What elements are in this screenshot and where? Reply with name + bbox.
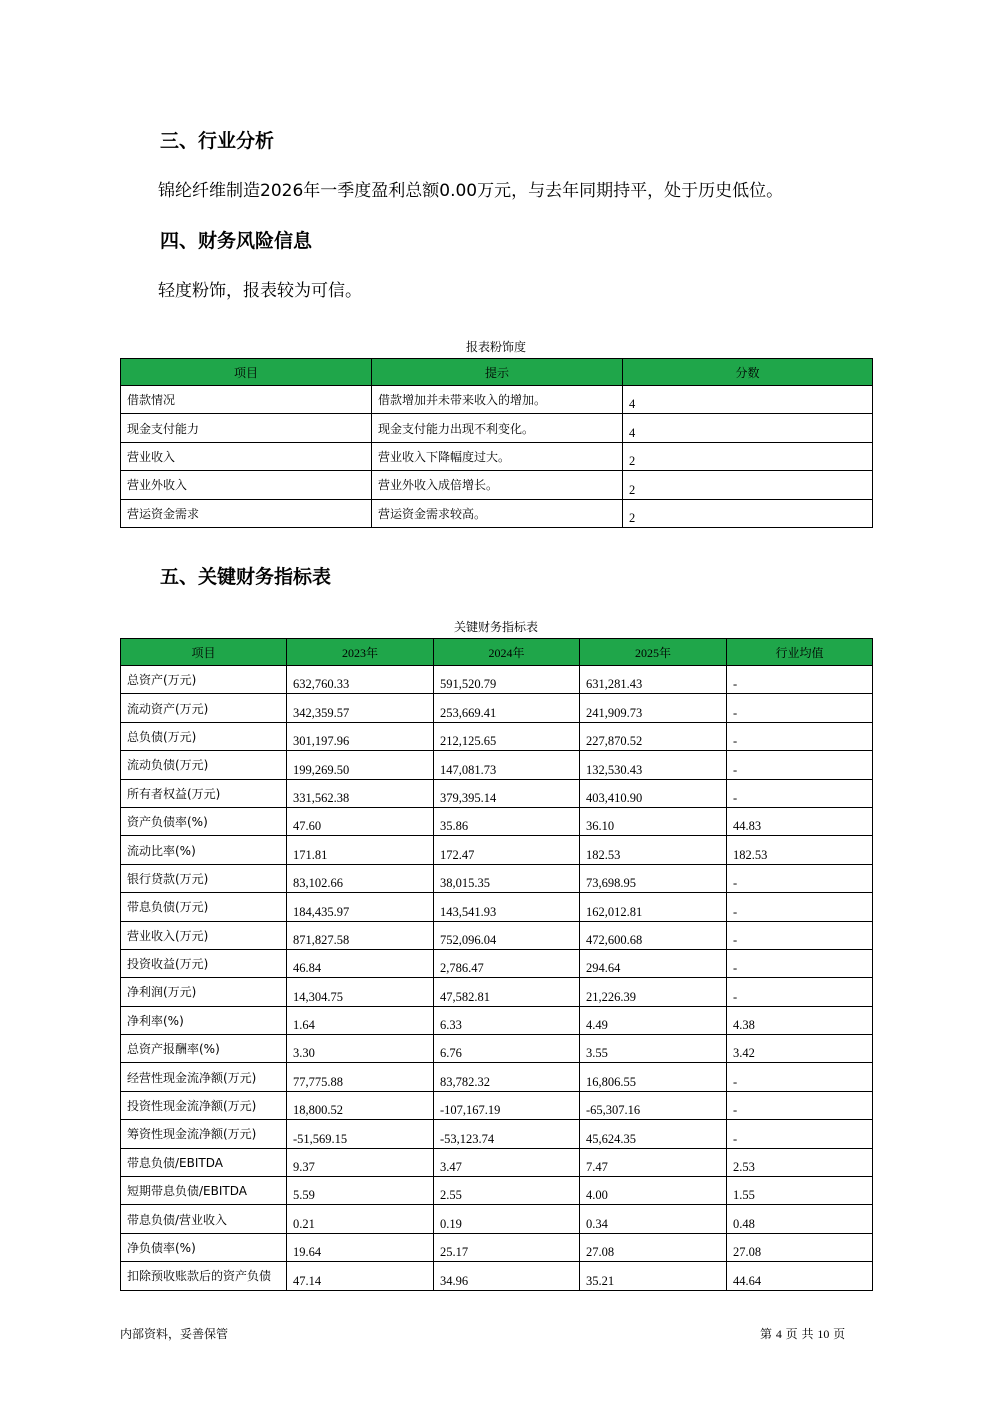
- table-row: [121, 751, 873, 779]
- table-cell: 36.10: [580, 807, 727, 835]
- table-header-row: [121, 639, 873, 666]
- table-row: [121, 893, 873, 921]
- table-cell: -: [727, 864, 873, 892]
- page-suffix: 页: [833, 1327, 846, 1341]
- table-cell: -: [727, 978, 873, 1006]
- table-row: [121, 1148, 873, 1176]
- table-row: [121, 949, 873, 977]
- table-row: [121, 386, 873, 414]
- table-cell: 投资性现金流净额(万元): [121, 1091, 287, 1119]
- table-cell: 143,541.93: [434, 893, 580, 921]
- table-cell: 47,582.81: [434, 978, 580, 1006]
- section-5-title: 五、关键财务指标表: [160, 566, 332, 588]
- table-cell: 营业外收入成倍增长。: [372, 471, 623, 499]
- column-header: 提示: [372, 359, 623, 386]
- table-cell: 流动资产(万元): [121, 694, 287, 722]
- table-cell: 资产负债率(%): [121, 807, 287, 835]
- table-cell: 147,081.73: [434, 751, 580, 779]
- table-cell: 短期带息负债/EBITDA: [121, 1177, 287, 1205]
- table-cell: 35.86: [434, 807, 580, 835]
- key-financial-table: [120, 638, 873, 1291]
- table-cell: 44.64: [727, 1262, 873, 1290]
- table-cell: 403,410.90: [580, 779, 727, 807]
- table-cell: -: [727, 893, 873, 921]
- table-cell: 5.59: [287, 1177, 434, 1205]
- table-cell: 77,775.88: [287, 1063, 434, 1091]
- table-cell: -53,123.74: [434, 1120, 580, 1148]
- table-cell: 2,786.47: [434, 949, 580, 977]
- table-cell: 3.55: [580, 1035, 727, 1063]
- table-cell: 银行贷款(万元): [121, 864, 287, 892]
- table-cell: 253,669.41: [434, 694, 580, 722]
- table-row: [121, 471, 873, 499]
- table-cell: 3.30: [287, 1035, 434, 1063]
- table-row: [121, 722, 873, 750]
- table-row: [121, 1063, 873, 1091]
- table-row: [121, 1120, 873, 1148]
- section-3-title: 三、行业分析: [160, 130, 275, 152]
- table-cell: 2.55: [434, 1177, 580, 1205]
- table-cell: 总负债(万元): [121, 722, 287, 750]
- table-cell: 6.76: [434, 1035, 580, 1063]
- table-cell: 1.55: [727, 1177, 873, 1205]
- table-cell: 筹资性现金流净额(万元): [121, 1120, 287, 1148]
- table-cell: 27.08: [580, 1233, 727, 1261]
- table1-caption: 报表粉饰度: [465, 340, 526, 354]
- table-row: [121, 807, 873, 835]
- table-cell: 带息负债/营业收入: [121, 1205, 287, 1233]
- table-cell: -: [727, 1063, 873, 1091]
- table-cell: 2.53: [727, 1148, 873, 1176]
- table-cell: 171.81: [287, 836, 434, 864]
- table-cell: 172.47: [434, 836, 580, 864]
- column-header: 分数: [623, 359, 873, 386]
- table-cell: 营运资金需求较高。: [372, 499, 623, 527]
- table-cell: 借款增加并未带来收入的增加。: [372, 386, 623, 414]
- table-cell: 199,269.50: [287, 751, 434, 779]
- table-cell: 3.47: [434, 1148, 580, 1176]
- table-cell: 35.21: [580, 1262, 727, 1290]
- page-prefix: 第: [760, 1327, 773, 1341]
- section-3-text: 锦纶纤维制造2026年一季度盈利总额0.00万元，与去年同期持平，处于历史低位。: [158, 181, 784, 201]
- table-row: [121, 1006, 873, 1034]
- table-cell: -: [727, 1091, 873, 1119]
- table-cell: 14,304.75: [287, 978, 434, 1006]
- table-row: [121, 1262, 873, 1290]
- table-cell: 0.34: [580, 1205, 727, 1233]
- table-cell: 0.48: [727, 1205, 873, 1233]
- table-cell: 4.00: [580, 1177, 727, 1205]
- table-cell: 591,520.79: [434, 666, 580, 694]
- table-cell: 3.42: [727, 1035, 873, 1063]
- table-cell: 1.64: [287, 1006, 434, 1034]
- table-row: [121, 414, 873, 442]
- table-row: [121, 1035, 873, 1063]
- table-cell: 7.47: [580, 1148, 727, 1176]
- table-cell: -: [727, 949, 873, 977]
- table-cell: 132,530.43: [580, 751, 727, 779]
- table-cell: 472,600.68: [580, 921, 727, 949]
- table-cell: 营运资金需求: [121, 499, 372, 527]
- table-cell: 27.08: [727, 1233, 873, 1261]
- page-total: 10: [817, 1327, 830, 1341]
- table-cell: 带息负债(万元): [121, 893, 287, 921]
- table-cell: 所有者权益(万元): [121, 779, 287, 807]
- table-cell: 83,782.32: [434, 1063, 580, 1091]
- column-header: 2023年: [287, 639, 434, 666]
- table-cell: 营业收入: [121, 442, 372, 470]
- table-cell: 0.19: [434, 1205, 580, 1233]
- table-cell: 总资产(万元): [121, 666, 287, 694]
- table-cell: 扣除预收账款后的资产负债: [121, 1262, 287, 1290]
- table-row: [121, 1205, 873, 1233]
- table-cell: 25.17: [434, 1233, 580, 1261]
- table-cell: 632,760.33: [287, 666, 434, 694]
- section-4-text: 轻度粉饰，报表较为可信。: [158, 281, 362, 301]
- table-row: [121, 836, 873, 864]
- table-cell: 净利润(万元): [121, 978, 287, 1006]
- page-mid: 页 共: [785, 1327, 814, 1341]
- table-cell: 18,800.52: [287, 1091, 434, 1119]
- table-cell: 752,096.04: [434, 921, 580, 949]
- table-cell: 331,562.38: [287, 779, 434, 807]
- table-row: [121, 1233, 873, 1261]
- table-cell: 45,624.35: [580, 1120, 727, 1148]
- column-header: 2025年: [580, 639, 727, 666]
- footer-page-number: [760, 1325, 845, 1342]
- table-cell: 营业外收入: [121, 471, 372, 499]
- table-header-row: [121, 359, 873, 386]
- table-cell: 2: [623, 471, 873, 499]
- table-cell: 9.37: [287, 1148, 434, 1176]
- table-row: [121, 1091, 873, 1119]
- table-cell: 4.49: [580, 1006, 727, 1034]
- table-cell: 净负债率(%): [121, 1233, 287, 1261]
- column-header: 项目: [121, 639, 287, 666]
- table-cell: -: [727, 722, 873, 750]
- table-row: [121, 1177, 873, 1205]
- table-cell: 2: [623, 499, 873, 527]
- table-cell: 净利率(%): [121, 1006, 287, 1034]
- column-header: 项目: [121, 359, 372, 386]
- table-cell: 2: [623, 442, 873, 470]
- table-cell: -: [727, 666, 873, 694]
- table-cell: 4.38: [727, 1006, 873, 1034]
- column-header: 行业均值: [727, 639, 873, 666]
- table-cell: 342,359.57: [287, 694, 434, 722]
- table-cell: 379,395.14: [434, 779, 580, 807]
- table-cell: 营业收入(万元): [121, 921, 287, 949]
- table-cell: 47.60: [287, 807, 434, 835]
- table-cell: 241,909.73: [580, 694, 727, 722]
- table-cell: 227,870.52: [580, 722, 727, 750]
- table2-caption: 关键财务指标表: [453, 620, 538, 634]
- table-cell: -: [727, 779, 873, 807]
- table-cell: 44.83: [727, 807, 873, 835]
- table-cell: 6.33: [434, 1006, 580, 1034]
- table-cell: 182.53: [580, 836, 727, 864]
- table-row: [121, 921, 873, 949]
- table-cell: 34.96: [434, 1262, 580, 1290]
- table-cell: -: [727, 921, 873, 949]
- table-cell: 带息负债/EBITDA: [121, 1148, 287, 1176]
- table-cell: 经营性现金流净额(万元): [121, 1063, 287, 1091]
- table-cell: -65,307.16: [580, 1091, 727, 1119]
- table-cell: 46.84: [287, 949, 434, 977]
- table-cell: -: [727, 751, 873, 779]
- table-cell: 21,226.39: [580, 978, 727, 1006]
- table-cell: 47.14: [287, 1262, 434, 1290]
- table-row: [121, 978, 873, 1006]
- table-cell: 4: [623, 414, 873, 442]
- table-cell: 301,197.96: [287, 722, 434, 750]
- table-cell: 184,435.97: [287, 893, 434, 921]
- table-row: [121, 694, 873, 722]
- table-cell: 19.64: [287, 1233, 434, 1261]
- table-row: [121, 499, 873, 527]
- table-cell: 投资收益(万元): [121, 949, 287, 977]
- table-row: [121, 666, 873, 694]
- table-cell: 总资产报酬率(%): [121, 1035, 287, 1063]
- section-4-title: 四、财务风险信息: [160, 230, 313, 252]
- table-cell: 营业收入下降幅度过大。: [372, 442, 623, 470]
- table-cell: 83,102.66: [287, 864, 434, 892]
- table-cell: 73,698.95: [580, 864, 727, 892]
- table-row: [121, 442, 873, 470]
- table-cell: 182.53: [727, 836, 873, 864]
- table-cell: 现金支付能力: [121, 414, 372, 442]
- table-cell: -51,569.15: [287, 1120, 434, 1148]
- table-cell: 38,015.35: [434, 864, 580, 892]
- table-cell: -: [727, 694, 873, 722]
- table-cell: 162,012.81: [580, 893, 727, 921]
- table-cell: 4: [623, 386, 873, 414]
- table-row: [121, 779, 873, 807]
- footer-confidential: 内部资料，妥善保管: [120, 1327, 229, 1341]
- table-cell: 631,281.43: [580, 666, 727, 694]
- table-cell: 871,827.58: [287, 921, 434, 949]
- table-cell: -107,167.19: [434, 1091, 580, 1119]
- table-row: [121, 864, 873, 892]
- table-cell: -: [727, 1120, 873, 1148]
- table-cell: 16,806.55: [580, 1063, 727, 1091]
- table-cell: 0.21: [287, 1205, 434, 1233]
- table-cell: 212,125.65: [434, 722, 580, 750]
- column-header: 2024年: [434, 639, 580, 666]
- table-cell: 借款情况: [121, 386, 372, 414]
- page-current: 4: [775, 1327, 782, 1341]
- table-cell: 294.64: [580, 949, 727, 977]
- table-cell: 流动比率(%): [121, 836, 287, 864]
- whitewash-table: [120, 358, 873, 528]
- table-cell: 流动负债(万元): [121, 751, 287, 779]
- table-cell: 现金支付能力出现不利变化。: [372, 414, 623, 442]
